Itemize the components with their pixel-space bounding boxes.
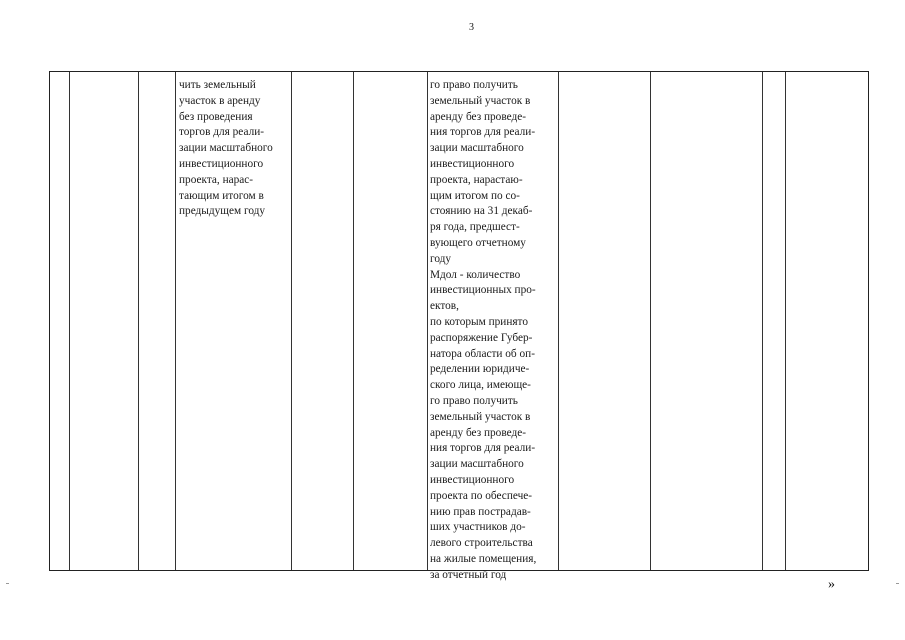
calculation-method-cell: го право получить земельный участок в аренду без проведе- ния торгов для реали- зации масштабного инвестиционного проекта, нарастаю- щим итогом по со- стоянию на 31 декаб- ря года, предшест- вующего отчетному году Мдол - количество инвестиционных про- ектов, по которым принято распоряжение Губер- натора области об оп- ределении юридиче- ского лица, имеюще- го право получить земельный участок в аренду без проведе- ния торгов для реали- зации масштабного инвестиционного проекта по обеспече- нию прав пострадав- ших участников до- левого строительства на жилые помещения, за отчетный год: [430, 79, 537, 581]
closing-quote-mark: »: [828, 577, 835, 592]
page-number: 3: [469, 22, 474, 33]
column-divider: [69, 72, 70, 570]
column-divider: [785, 72, 786, 570]
document-table: [49, 71, 869, 581]
column-divider: [427, 72, 428, 570]
scan-edge-mark: [896, 583, 899, 584]
indicator-name-cell: чить земельный участок в аренду без проведения торгов для реали- зации масштабного инвестиционного проекта, нарас- тающим итогом в предыдущем году: [179, 79, 273, 218]
column-divider: [291, 72, 292, 570]
column-divider: [650, 72, 651, 570]
column-divider: [762, 72, 763, 570]
column-divider: [175, 72, 176, 570]
scan-edge-mark: [6, 583, 9, 584]
column-divider: [353, 72, 354, 570]
column-divider: [138, 72, 139, 570]
